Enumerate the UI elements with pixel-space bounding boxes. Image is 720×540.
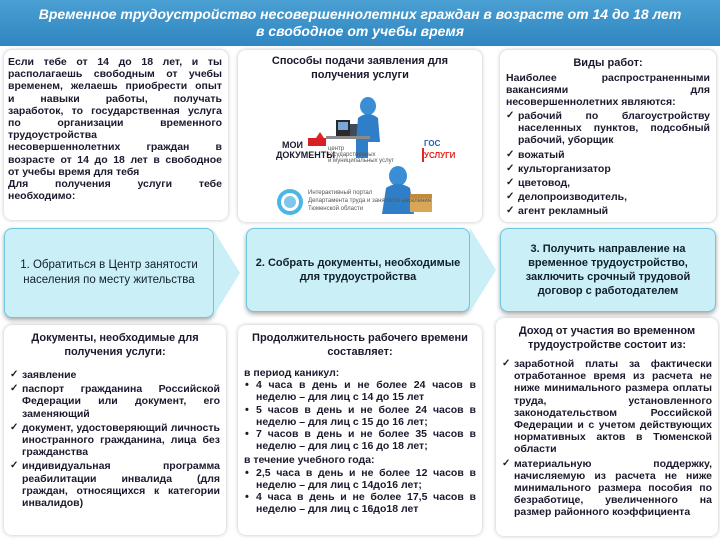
income-title: Доход от участия во временном трудоустройстве состоит из: [518,325,696,351]
gos-label: ГОС [424,139,441,148]
works-item: ✓ культорганизатор [506,163,710,175]
uslugi-label: УСЛУГИ [424,151,456,160]
moi-sub-line: государственных [328,152,376,158]
works-intro [506,72,710,109]
header-banner [0,0,720,46]
vacation-label: в период каникул: [244,367,340,379]
study-item: • 4 часа в день и не более 17,5 часов в неделю – для лиц с 16до18 лет [244,491,476,515]
income-item: ✓ материальную поддержку, начисляемую из расчета не ниже минимального размера пособия по безработице, увеличенного на размер районного коэффициента [502,458,712,519]
works-intro-line: несовершеннолетних являются: [506,96,676,109]
intro-line: Если тебе от 14 до 18 лет, и ты [8,56,222,68]
step-2-box [246,228,470,312]
methods-logos [238,86,482,222]
step-2-label: 2. Собрать документы, необходимые для трудоустройства [255,257,461,283]
intro-line: и навыки работы, получать [8,92,222,105]
intro-line: заработок, то государственная услуга [8,104,222,117]
works-item: ✓ цветовод, [506,177,710,189]
intro-line: возрасте от 14 до 18 лет в свободное [8,153,222,166]
works-item: ✓ делопроизводитель, [506,191,710,203]
intro-line: необходимо: [8,190,76,203]
works-title: Виды работ: [573,57,643,69]
intro-line: несовершеннолетних граждан в [8,141,222,154]
intro-panel [4,50,228,220]
works-panel [500,50,716,222]
docs-list [10,369,220,511]
dokumenty-label: ДОКУМЕНТЫ [276,150,336,160]
moi-sub-line: центр [328,146,345,152]
page-title: Временное трудоустройство несовершеннолетних граждан в возрасте от 14 до 18 лет в свободное от учебы время [38,6,682,39]
study-list [244,467,476,516]
intro-line: располагаешь свободным от учебы [8,68,222,81]
study-label: в течение учебного года: [244,454,375,467]
vacation-item: • 4 часа в день и не более 24 часов в неделю – для лиц с 14 до 15 лет [244,379,476,403]
docs-item: ✓ заявление [10,369,220,381]
works-item: ✓ рабочий по благоустройству населенных пунктов, подсобный рабочий, уборщик [506,110,710,147]
person-box-icon [382,166,432,214]
methods-panel [238,50,482,222]
hours-panel [238,325,482,535]
portal-line: Интерактивный портал [308,190,373,196]
intro-line: от учебы время для тебя [8,165,140,178]
income-item: ✓ заработной платы за фактически отработанное время из расчета не ниже минимального размера оплаты труда, установленного законодательством Российской Федерации и с учетом действующих нормативных актов в Тюменской области [502,358,712,456]
docs-title: Документы, необходимые для получения услуги: [31,332,199,358]
works-intro-line: вакансиями для [506,84,710,97]
docs-panel [4,325,226,535]
income-list [502,358,712,521]
intro-line: Для получения услуги тебе [8,178,222,191]
arrow-right-icon [214,231,240,315]
moi-sub-line: и муниципальных услуг [328,158,394,164]
hours-body [244,365,476,515]
arrow-right-icon [470,228,496,312]
docs-item: ✓ документ, удостоверяющий личность иностранного гражданина, лица без гражданства [10,422,220,459]
income-panel [496,318,718,536]
methods-title: Способы подачи заявления для получения услуги [271,55,449,81]
works-item: ✓ вожатый [506,149,710,161]
gosuslugi-logo [418,134,458,164]
step-1-label: 1. Обратиться в Центр занятости населения по месту жительства [20,259,198,286]
vacation-item: • 7 часов в день и не более 35 часов в неделю – для лиц с 16 до 18 лет; [244,428,476,452]
docs-item: ✓ паспорт гражданина Российской Федерации или документ, его заменяющий [10,383,220,420]
intro-line: по организации временного [8,117,222,130]
step-3-box [500,228,716,312]
intro-line: трудоустройства [8,129,97,142]
vacation-item: • 5 часов в день и не более 24 часов в неделю – для лиц с 15 до 16 лет; [244,404,476,428]
works-intro-line: Наиболее распространенными [506,72,710,84]
step-1-box [4,228,214,318]
moi-label: МОИ [282,140,303,150]
step-3-label: 3. Получить направление на временное трудоустройство, заключить срочный трудовой договор с работодателем [525,243,691,297]
hours-title: Продолжительность рабочего времени составляет: [252,332,468,358]
works-item: ✓ агент рекламный [506,205,710,217]
docs-item: ✓ индивидуальная программа реабилитации инвалида (для граждан, относящихся к категории инвалидов) [10,460,220,509]
works-list [506,110,710,220]
vacation-list [244,379,476,452]
intro-text [8,56,222,202]
portal-line: Департамента труда и занятости населения [308,198,431,204]
intro-line: временем, желаешь приобрести опыт [8,80,222,93]
portal-line: Тюменской области [308,206,364,212]
study-item: • 2,5 часа в день и не более 12 часов в неделю – для лиц с 14до16 лет; [244,467,476,491]
